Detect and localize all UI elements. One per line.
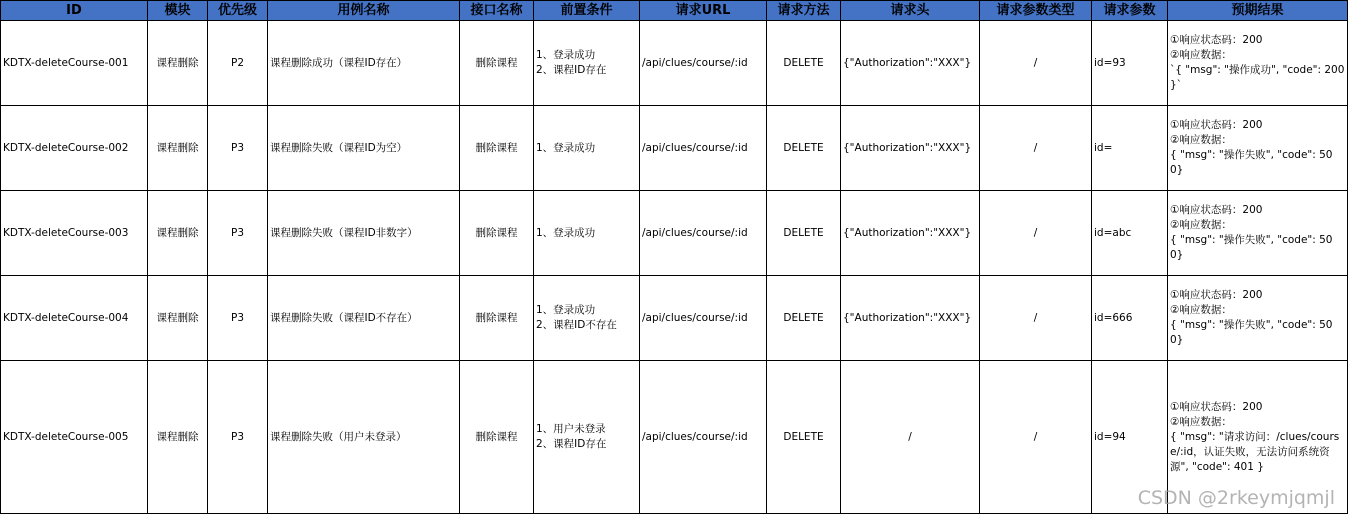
header-request-headers[interactable]: 请求头	[841, 1, 980, 21]
cell-param-type[interactable]: /	[980, 106, 1092, 191]
cell-params[interactable]: id=666	[1092, 276, 1168, 361]
cell-priority[interactable]: P3	[208, 191, 268, 276]
cell-precondition[interactable]: 1、登录成功 2、课程ID存在	[534, 21, 640, 106]
cell-case-name[interactable]: 课程删除失败（课程ID非数字）	[268, 191, 460, 276]
cell-module[interactable]: 课程删除	[148, 106, 208, 191]
cell-id[interactable]: KDTX-deleteCourse-003	[1, 191, 148, 276]
cell-api-name[interactable]: 删除课程	[460, 106, 534, 191]
cell-case-name[interactable]: 课程删除成功（课程ID存在）	[268, 21, 460, 106]
cell-method[interactable]: DELETE	[767, 276, 841, 361]
header-id[interactable]: ID	[1, 1, 148, 21]
cell-method[interactable]: DELETE	[767, 361, 841, 514]
cell-request-headers[interactable]: {"Authorization":"XXX"}	[841, 191, 980, 276]
cell-precondition[interactable]: 1、登录成功	[534, 191, 640, 276]
cell-id[interactable]: KDTX-deleteCourse-005	[1, 361, 148, 514]
header-precondition[interactable]: 前置条件	[534, 1, 640, 21]
header-method[interactable]: 请求方法	[767, 1, 841, 21]
cell-request-headers[interactable]: {"Authorization":"XXX"}	[841, 21, 980, 106]
cell-expected[interactable]: ①响应状态码：200 ②响应数据： { "msg": "请求访问：/clues/course/:id，认证失败，无法访问系统资源", "code": 401 }	[1168, 361, 1348, 514]
cell-precondition[interactable]: 1、用户未登录 2、课程ID存在	[534, 361, 640, 514]
cell-request-headers[interactable]: {"Authorization":"XXX"}	[841, 276, 980, 361]
table-row	[1, 276, 1348, 361]
cell-expected[interactable]: ①响应状态码：200 ②响应数据： { "msg": "操作失败", "code": 500}	[1168, 106, 1348, 191]
cell-params[interactable]: id=93	[1092, 21, 1168, 106]
cell-method[interactable]: DELETE	[767, 21, 841, 106]
cell-url[interactable]: /api/clues/course/:id	[640, 106, 767, 191]
cell-priority[interactable]: P2	[208, 21, 268, 106]
header-priority[interactable]: 优先级	[208, 1, 268, 21]
cell-priority[interactable]: P3	[208, 106, 268, 191]
header-params[interactable]: 请求参数	[1092, 1, 1168, 21]
cell-url[interactable]: /api/clues/course/:id	[640, 191, 767, 276]
cell-method[interactable]: DELETE	[767, 106, 841, 191]
header-api-name[interactable]: 接口名称	[460, 1, 534, 21]
cell-case-name[interactable]: 课程删除失败（用户未登录）	[268, 361, 460, 514]
cell-case-name[interactable]: 课程删除失败（课程ID不存在）	[268, 276, 460, 361]
cell-param-type[interactable]: /	[980, 21, 1092, 106]
cell-params[interactable]: id=abc	[1092, 191, 1168, 276]
cell-module[interactable]: 课程删除	[148, 21, 208, 106]
table-row	[1, 191, 1348, 276]
cell-params[interactable]: id=	[1092, 106, 1168, 191]
cell-url[interactable]: /api/clues/course/:id	[640, 21, 767, 106]
cell-precondition[interactable]: 1、登录成功 2、课程ID不存在	[534, 276, 640, 361]
cell-request-headers[interactable]: /	[841, 361, 980, 514]
cell-expected[interactable]: ①响应状态码：200 ②响应数据： `{ "msg": "操作成功", "code": 200 }`	[1168, 21, 1348, 106]
cell-url[interactable]: /api/clues/course/:id	[640, 276, 767, 361]
cell-api-name[interactable]: 删除课程	[460, 361, 534, 514]
cell-param-type[interactable]: /	[980, 191, 1092, 276]
header-url[interactable]: 请求URL	[640, 1, 767, 21]
cell-case-name[interactable]: 课程删除失败（课程ID为空）	[268, 106, 460, 191]
cell-api-name[interactable]: 删除课程	[460, 21, 534, 106]
cell-module[interactable]: 课程删除	[148, 191, 208, 276]
cell-api-name[interactable]: 删除课程	[460, 191, 534, 276]
table-row	[1, 106, 1348, 191]
cell-precondition[interactable]: 1、登录成功	[534, 106, 640, 191]
cell-id[interactable]: KDTX-deleteCourse-002	[1, 106, 148, 191]
cell-param-type[interactable]: /	[980, 276, 1092, 361]
watermark: CSDN @2rkeymjqmjl	[1137, 487, 1335, 509]
header-row	[1, 1, 1348, 21]
header-expected[interactable]: 预期结果	[1168, 1, 1348, 21]
header-param-type[interactable]: 请求参数类型	[980, 1, 1092, 21]
cell-url[interactable]: /api/clues/course/:id	[640, 361, 767, 514]
cell-expected[interactable]: ①响应状态码：200 ②响应数据： { "msg": "操作失败", "code": 500}	[1168, 191, 1348, 276]
cell-params[interactable]: id=94	[1092, 361, 1168, 514]
header-module[interactable]: 模块	[148, 1, 208, 21]
cell-method[interactable]: DELETE	[767, 191, 841, 276]
cell-module[interactable]: 课程删除	[148, 276, 208, 361]
header-case-name[interactable]: 用例名称	[268, 1, 460, 21]
cell-priority[interactable]: P3	[208, 361, 268, 514]
cell-expected[interactable]: ①响应状态码：200 ②响应数据： { "msg": "操作失败", "code": 500}	[1168, 276, 1348, 361]
cell-id[interactable]: KDTX-deleteCourse-004	[1, 276, 148, 361]
cell-request-headers[interactable]: {"Authorization":"XXX"}	[841, 106, 980, 191]
cell-priority[interactable]: P3	[208, 276, 268, 361]
cell-param-type[interactable]: /	[980, 361, 1092, 514]
table-row	[1, 21, 1348, 106]
cell-id[interactable]: KDTX-deleteCourse-001	[1, 21, 148, 106]
cell-api-name[interactable]: 删除课程	[460, 276, 534, 361]
cell-module[interactable]: 课程删除	[148, 361, 208, 514]
